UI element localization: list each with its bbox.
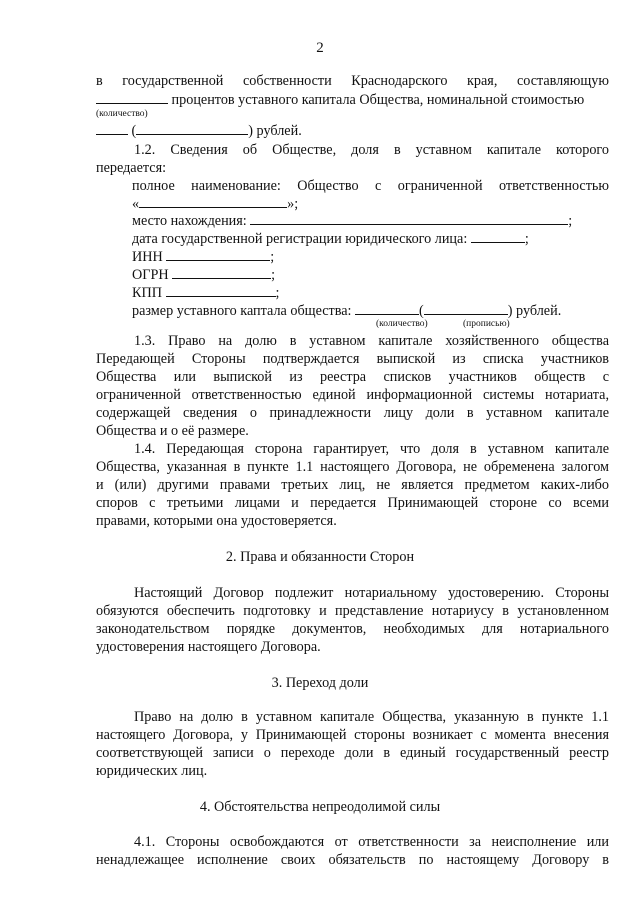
text-line: полное наименование: Общество с ограниченной ответственностью — [132, 178, 609, 194]
text-line: 1.2. Сведения об Обществе, доля в уставном капитале которого — [134, 142, 609, 158]
text-line — [96, 91, 609, 109]
text-line: Общества или выпиской из реестра списков участников обществ с — [96, 369, 609, 385]
text-line: споров с третьими лицами и передается Принимающей стороне со всеми — [96, 495, 609, 511]
text-line — [132, 302, 561, 320]
text-line: Общества, указанная в пункте 1.1 настоящего Договора, не обременена залогом — [96, 459, 609, 475]
text-line — [132, 266, 275, 284]
text-line: Передающей Стороны подтверждается выпиской из списка участников — [96, 351, 609, 367]
text-line: законодательством порядке документов, необходимых для нотариального — [96, 621, 609, 637]
text-line: соответствующей записи о переходе доли в единый государственный реестр — [96, 745, 609, 761]
blank-field — [96, 91, 168, 104]
blank-field — [166, 284, 276, 297]
text-line: содержащей сведения о принадлежности лицу доли в уставном капитале — [96, 405, 609, 421]
text-fragment: размер уставного каптала общества: — [132, 303, 352, 319]
text-line — [132, 195, 298, 213]
blank-field — [172, 266, 271, 279]
text-line: Настоящий Договор подлежит нотариальному удостоверению. Стороны — [134, 585, 609, 601]
text-fragment: место нахождения: — [132, 213, 247, 229]
blank-field — [355, 302, 419, 315]
blank-field — [471, 230, 525, 243]
text-line: и (или) другими правами третьих лиц, не является предметом каких-либо — [96, 477, 609, 493]
text-line: Общества и о её размере. — [96, 423, 249, 439]
text-fragment: дата государственной регистрации юридического лица: — [132, 231, 468, 247]
text-line: передается: — [96, 160, 167, 176]
text-line — [132, 248, 274, 266]
text-fragment: ; — [271, 267, 276, 283]
text-line: в государственной собственности Краснодарского края, составляющую — [96, 73, 609, 89]
text-fragment: ; — [270, 249, 275, 265]
text-line — [132, 284, 279, 302]
text-line: ограниченной ответственностью единой информационной системы нотариата, — [96, 387, 609, 403]
text-line: ненадлежащее исполнение своих обязательств по настоящему Договору в — [96, 852, 609, 868]
blank-field — [136, 122, 248, 135]
text-fragment: ; — [275, 285, 280, 301]
text-fragment: »; — [287, 196, 299, 212]
field-label-kpp: КПП — [132, 285, 162, 301]
text-line — [132, 230, 529, 248]
text-fragment: процентов уставного капитала Общества, номинальной стоимостью — [171, 92, 585, 108]
blank-field — [250, 212, 568, 225]
text-line: юридических лиц. — [96, 763, 208, 779]
text-fragment: ( — [419, 303, 424, 319]
text-line: правами, которыми она удостоверяется. — [96, 513, 337, 529]
blank-field — [96, 122, 128, 135]
text-fragment: ) рублей. — [248, 123, 302, 139]
page-number: 2 — [316, 40, 324, 56]
text-line: 4.1. Стороны освобождаются от ответственности за неисполнение или — [134, 834, 609, 850]
blank-field — [166, 248, 270, 261]
field-caption: (количество) — [376, 319, 428, 329]
text-line: удостоверения настоящего Договора. — [96, 639, 321, 655]
text-fragment: « — [132, 196, 140, 212]
section-heading: 2. Права и обязанности Сторон — [225, 549, 415, 565]
blank-field — [139, 195, 287, 208]
text-fragment: ; — [524, 231, 529, 247]
field-label-ogrn: ОГРН — [132, 267, 169, 283]
text-fragment: ) рублей. — [507, 303, 562, 319]
text-line: Право на долю в уставном капитале Общества, указанную в пункте 1.1 — [134, 709, 609, 725]
field-caption: (количество) — [96, 109, 148, 119]
text-line — [132, 212, 572, 230]
field-caption: (прописью) — [463, 319, 510, 329]
text-line — [96, 122, 302, 140]
text-line: 1.3. Право на долю в уставном капитале хозяйственного общества — [134, 333, 609, 349]
text-line: настоящего Договора, у Принимающей стороны возникает с момента внесения — [96, 727, 609, 743]
text-line: обязуются обеспечить подготовку и представление нотариусу в установленном — [96, 603, 609, 619]
text-line: 1.4. Передающая сторона гарантирует, что доля в уставном капитале — [134, 441, 609, 457]
text-fragment: ( — [131, 123, 137, 139]
text-fragment: ; — [568, 213, 573, 229]
section-heading: 4. Обстоятельства непреодолимой силы — [199, 799, 441, 815]
section-heading: 3. Переход доли — [271, 675, 369, 691]
blank-field — [424, 302, 508, 315]
field-label-inn: ИНН — [132, 249, 163, 265]
